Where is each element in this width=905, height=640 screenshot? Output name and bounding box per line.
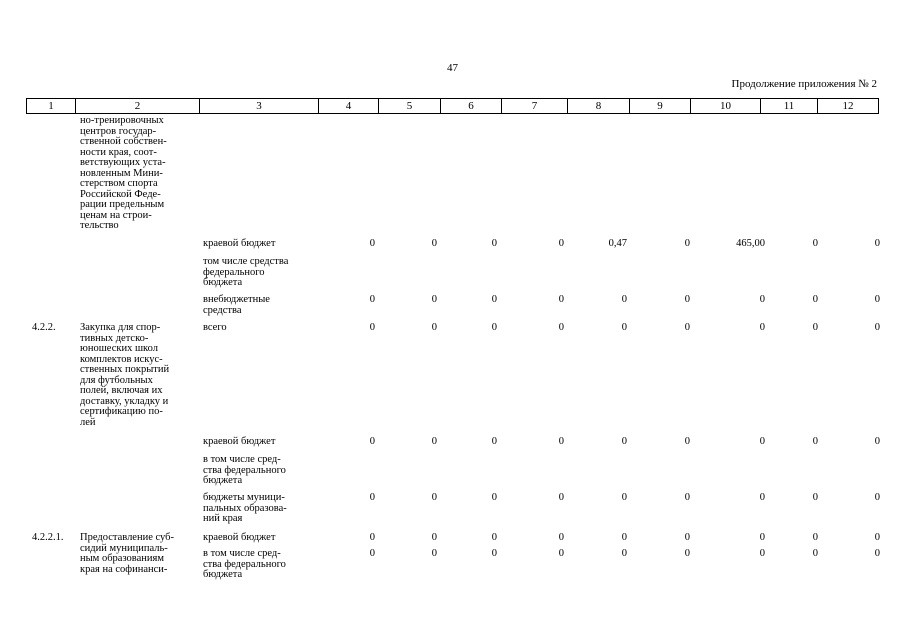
row-source: бюджеты муници- пальных образова- ний края [203,492,287,524]
row-value-col-9: 0 [684,532,690,543]
row-value-col-6: 0 [491,532,497,543]
row-value-col-12: 0 [874,238,880,249]
row-source: всего [203,322,227,333]
row-source: краевой бюджет [203,238,276,249]
row-value-col-10: 0 [759,532,765,543]
row-value-col-8: 0 [621,492,627,503]
row-value-col-5: 0 [431,238,437,249]
row-name: Закупка для спор- тивных детско- юношеских школ комплектов искус- ственных покрытий для футбольных полей, включая их доставку, укладку и сертификацию по- лей [80,322,170,428]
row-value-col-6: 0 [491,322,497,333]
row-code: 4.2.2. [32,322,56,333]
header-col-1: 1 [27,99,76,114]
row-value-col-9: 0 [684,492,690,503]
row-value-col-10: 0 [759,548,765,559]
row-value-col-7: 0 [558,322,564,333]
row-value-col-7: 0 [558,238,564,249]
row-value-col-5: 0 [431,548,437,559]
row-value-col-10: 0 [759,492,765,503]
row-value-col-8: 0 [621,436,627,447]
row-value-col-9: 0 [684,548,690,559]
row-source: том числе средства федерального бюджета [203,256,289,288]
row-value-col-7: 0 [558,294,564,305]
header-col-3: 3 [200,99,319,114]
row-value-col-9: 0 [684,238,690,249]
row-code: 4.2.2.1. [32,532,64,543]
header-col-5: 5 [379,99,441,114]
row-value-col-5: 0 [431,532,437,543]
row-name: но-тренировочных центров государ- ственной собствен- ности края, соот- ветствующих уста- новленным Мини- стерством спорта Российской Феде- рации предельным ценам на строи- тельство [80,115,167,231]
row-value-col-6: 0 [491,238,497,249]
row-value-col-7: 0 [558,492,564,503]
header-col-6: 6 [441,99,502,114]
row-value-col-10: 465,00 [736,238,765,249]
page-number: 47 [447,62,458,74]
header-col-9: 9 [630,99,691,114]
row-value-col-5: 0 [431,436,437,447]
header-col-2: 2 [76,99,200,114]
row-value-col-5: 0 [431,322,437,333]
row-value-col-12: 0 [874,436,880,447]
row-value-col-9: 0 [684,436,690,447]
row-value-col-6: 0 [491,436,497,447]
header-col-11: 11 [761,99,818,114]
header-col-8: 8 [568,99,630,114]
row-value-col-6: 0 [491,294,497,305]
row-value-col-11: 0 [812,322,818,333]
row-value-col-10: 0 [759,294,765,305]
row-value-col-7: 0 [558,548,564,559]
row-value-col-8: 0 [621,548,627,559]
row-value-col-11: 0 [812,238,818,249]
row-value-col-5: 0 [431,294,437,305]
row-value-col-12: 0 [874,322,880,333]
row-value-col-8: 0 [621,322,627,333]
row-value-col-4: 0 [369,238,375,249]
row-value-col-9: 0 [684,294,690,305]
row-source: внебюджетные средства [203,294,270,316]
continuation-note: Продолжение приложения № 2 [731,78,877,90]
row-value-col-4: 0 [369,436,375,447]
row-value-col-11: 0 [812,532,818,543]
row-value-col-8: 0 [621,532,627,543]
row-name: Предоставление суб- сидий муниципаль- ным образованиям края на софинанси- [80,532,174,575]
row-source: в том числе сред- ства федерального бюджета [203,548,286,580]
row-source: в том числе сред- ства федерального бюджета [203,454,286,486]
row-value-col-10: 0 [759,322,765,333]
row-value-col-4: 0 [369,532,375,543]
row-value-col-11: 0 [812,492,818,503]
row-value-col-7: 0 [558,532,564,543]
row-value-col-8: 0,47 [608,238,627,249]
row-value-col-12: 0 [874,492,880,503]
header-col-12: 12 [818,99,879,114]
row-value-col-8: 0 [621,294,627,305]
row-value-col-12: 0 [874,294,880,305]
row-value-col-11: 0 [812,548,818,559]
row-value-col-10: 0 [759,436,765,447]
header-col-4: 4 [319,99,379,114]
row-value-col-4: 0 [369,492,375,503]
row-value-col-5: 0 [431,492,437,503]
row-value-col-11: 0 [812,436,818,447]
row-value-col-9: 0 [684,322,690,333]
row-value-col-6: 0 [491,492,497,503]
row-value-col-11: 0 [812,294,818,305]
row-value-col-4: 0 [369,294,375,305]
row-value-col-4: 0 [369,322,375,333]
row-source: краевой бюджет [203,436,276,447]
row-value-col-12: 0 [874,548,880,559]
row-value-col-6: 0 [491,548,497,559]
header-col-7: 7 [502,99,568,114]
row-value-col-4: 0 [369,548,375,559]
row-source: краевой бюджет [203,532,276,543]
row-value-col-7: 0 [558,436,564,447]
row-value-col-12: 0 [874,532,880,543]
header-col-10: 10 [691,99,761,114]
